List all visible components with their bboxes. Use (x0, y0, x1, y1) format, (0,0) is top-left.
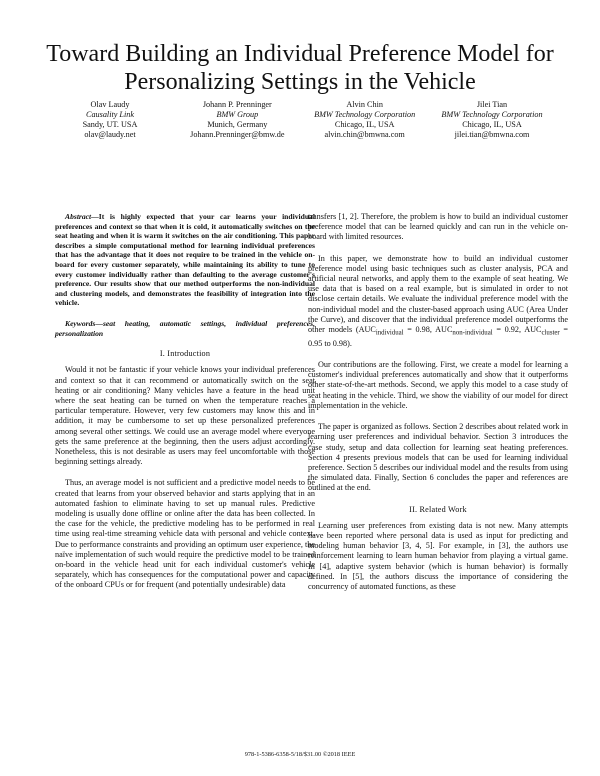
author-name: Olav Laudy (90, 100, 130, 109)
author-name: Johann P. Prenninger (202, 100, 272, 109)
author-affiliation: BMW Technology Corporation (441, 110, 543, 119)
abstract-text: It is highly expected that your car learns your individual preferences and context so that when it is cold, it automatically switches on the seat heating and when it is warm it switches on the air conditioning. This paper describes a simple computational method for learning individual preferences that has the advantage that it does not require to be trained in the vehicle on-board for every customer separately, while maintaining its ability to tune to every customer individually rather than defaulting to the average customer's preference. Our results show that our method outperforms the non-individual and clustering models, and demonstrates the feasibility of integration into the vehicle. (55, 212, 315, 308)
abstract: Abstract—It is highly expected that your car learns your individual preferences and context so that when it is cold, it automatically switches on the seat heating and when it is warm it switches on the air conditioning. This paper describes a simple computational method for learning individual preferences that has the advantage that it does not require to be trained in the vehicle on-board for every customer separately, while maintaining its ability to tune to every customer individually rather than defaulting to the average customer's preference. Our results show that our method outperforms the non-individual and clustering models, and demonstrates the feasibility of integration into the vehicle. (55, 212, 315, 308)
author-2 (175, 100, 299, 140)
paragraph (308, 254, 568, 349)
right-column (308, 212, 568, 592)
author-email: olav@laudy.net (84, 130, 136, 139)
paragraph: Thus, an average model is not sufficient and a predictive model needs to be created that learns from your observed behavior and starts applying that in an automated fashion to eliminate having to set up manual rules. Predictive modeling is usually done offline or online after the data has been collected. In the case for the vehicle, the predictive modeling has to be performed in real time using real-time streaming vehicle data with personal and vehicle context. Due to performance constraints and providing an optimum user experience, the naïve implementation of such would require the predictive model to be trained on-board in the vehicle head unit for each individual customer's vehicle separately, which has consequences for the computational power and capacity of the onboard CPUs or for frequent (and potentially undesirable) data (55, 478, 315, 590)
author-location: Sandy, UT. USA (82, 120, 138, 129)
author-location: Chicago, IL, USA (462, 120, 522, 129)
author-affiliation: Causality Link (86, 110, 134, 119)
paragraph: Our contributions are the following. First, we create a model for learning a customer's individual preferences automatically and show that it outperforms other state-of-the-art methods. Second, we apply this model to a case study of seat heating in the vehicle. Third, we show the viability of our model for direct implementation in the vehicle. (308, 360, 568, 410)
auc-text: (AUC (355, 325, 376, 335)
author-name: Alvin Chin (346, 100, 383, 109)
paper-title: Toward Building an Individual Preference Model for Personalizing Settings in the Vehicle (46, 41, 554, 95)
author-3 (303, 100, 427, 140)
author-location: Chicago, IL, USA (334, 120, 395, 129)
keywords: Keywords—seat heating, automatic settings, individual preferences, personalization (55, 318, 315, 338)
author-email: jilei.tian@bmwna.com (454, 130, 530, 139)
author-email: Johann.Prenninger@bmw.de (190, 130, 285, 139)
author-block (48, 100, 554, 140)
paragraph: The paper is organized as follows. Section 2 describes about related work in learning user preferences and individual behavior. Section 3 introduces the case study, setup and data collection for learning seat heating preferences. Section 4 presents previous models that can be used for learning individual preference. Section 5 describes our individual model and the results from using the simulated data. Finally, Section 6 concludes the paper and references are outlined at the end. (308, 422, 568, 493)
author-email: alvin.chin@bmwna.com (324, 130, 405, 139)
auc-text: = 0.98, AUC (403, 325, 453, 335)
author-4 (430, 100, 554, 140)
keywords-label: Keywords (65, 318, 96, 328)
copyright-footer: 978-1-5386-6358-5/18/$31.00 ©2018 IEEE (244, 751, 356, 758)
author-1 (48, 100, 172, 140)
auc-subscript: individual (375, 329, 404, 337)
auc-text: = 0.95 to 0.98). (308, 325, 568, 348)
paragraph-text: In this paper, we demonstrate how to build an individual customer preference model using basic techniques such as cluster analysis, PCA and artificial neural networks, and apply them to the example of seat heating. We use data that is based on a real example, but is simulated in order to not disclose certain details. We evaluate the individual preference model with the non-individual model and the cluster-based approach using AUC (Area Under the Curve), and discover that the individual preference model outperforms the other models (308, 253, 568, 335)
section-heading-introduction: I. Introduction (159, 349, 211, 359)
auc-text: = 0.92, AUC (492, 325, 542, 335)
paragraph: Learning user preferences from existing data is not new. Many attempts have been reported where personal data is used as input for predicting and modeling human behavior [3, 4, 5]. For example, in [3], the authors use reinforcement learning to learn human behavior from playing a virtual game. In [4], adaptive system behavior (which is human behavior) is formally defined. In [5], the authors discuss the importance of considering the concurrency of automated functions, as these (308, 520, 568, 591)
keywords-text: seat heating, automatic settings, individual preferences, personalization (55, 318, 315, 338)
paragraph: Would it not be fantastic if your vehicle knows your individual preferences and context so that it can recommend or automatically switch on the seat heating or air conditioning? Many vehicles have a feature in the head unit where the seat heating can be turned on when the temperature reaches a particular temperature. However, very few customers may know this and in addition, it may be cumbersome to set up these personalized preferences among several other settings. We could use an average model where everyone gets the same preference at the beginning, then the users adjust accordingly. Nonetheless, this is not desirable as users may feel uncomfortable with those beginning settings already. (55, 365, 315, 467)
paragraph: transfers [1, 2]. Therefore, the problem is how to build an individual customer preference model that can be learned quickly and can run in the vehicle on-board with limited resources. (308, 212, 568, 242)
auc-subscript: cluster (541, 329, 560, 337)
abstract-label: Abstract (65, 212, 92, 221)
author-location: Munich, Germany (207, 120, 268, 129)
auc-subscript: non-individual (452, 329, 493, 337)
left-column (55, 212, 315, 591)
author-affiliation: BMW Group (216, 110, 259, 119)
author-name: Jilei Tian (476, 100, 508, 109)
author-affiliation: BMW Technology Corporation (314, 110, 416, 119)
section-heading-related-work: II. Related Work (409, 504, 467, 514)
